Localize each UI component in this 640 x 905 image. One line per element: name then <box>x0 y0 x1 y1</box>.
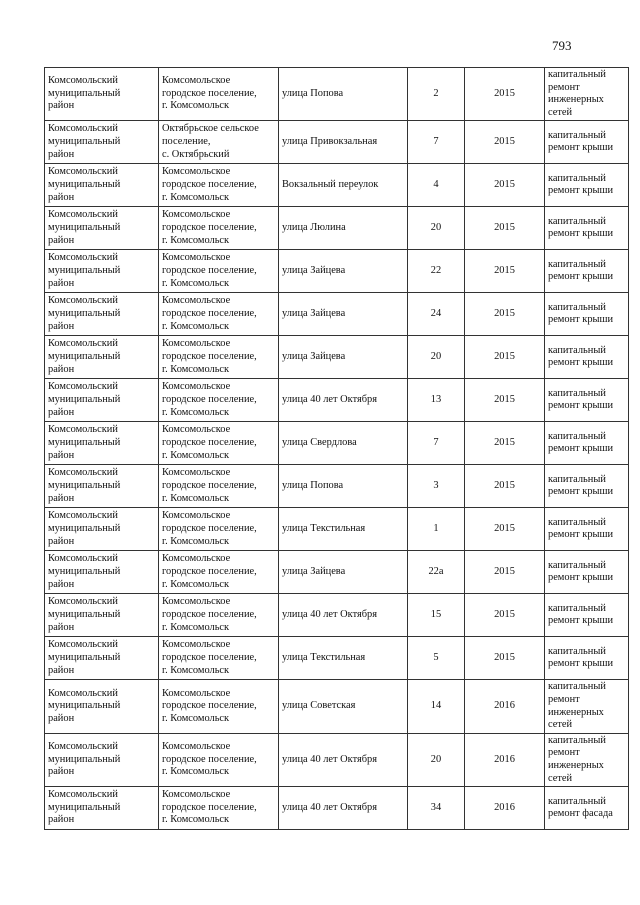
district-cell-text: Комсомольский муниципальный район <box>48 553 121 590</box>
year-cell <box>465 787 545 830</box>
house-number-cell <box>408 787 465 830</box>
street-cell <box>279 121 408 164</box>
work-type-cell-text: капитальный ремонт крыши <box>548 387 614 412</box>
district-cell <box>45 250 159 293</box>
street-cell-text: улица Привокзальная <box>282 136 378 148</box>
street-cell-text: улица Попова <box>282 87 344 99</box>
house-number-cell-text: 34 <box>430 801 442 813</box>
district-cell <box>45 336 159 379</box>
street-cell-text: улица Зайцева <box>282 351 346 363</box>
table-row <box>45 379 629 422</box>
year-cell-text: 2016 <box>494 700 515 712</box>
year-cell <box>465 594 545 637</box>
work-type-cell <box>545 680 629 733</box>
street-cell-text: улица 40 лет Октября <box>282 394 378 406</box>
work-type-cell-text: капитальный ремонт крыши <box>548 215 614 240</box>
work-type-cell <box>545 594 629 637</box>
street-cell-text: улица Советская <box>282 700 356 712</box>
street-cell <box>279 637 408 680</box>
district-cell-text: Комсомольский муниципальный район <box>48 295 121 332</box>
work-type-cell-text: капитальный ремонт крыши <box>548 430 614 455</box>
settlement-cell <box>159 508 279 551</box>
settlement-cell <box>159 379 279 422</box>
settlement-cell <box>159 787 279 830</box>
settlement-cell <box>159 336 279 379</box>
district-cell <box>45 465 159 508</box>
work-type-cell <box>545 637 629 680</box>
work-type-cell <box>545 508 629 551</box>
settlement-cell <box>159 293 279 336</box>
settlement-cell-text: Комсомольское городское поселение, г. Комсомольск <box>162 209 257 246</box>
street-cell-text: улица Попова <box>282 480 344 492</box>
house-number-cell-text: 13 <box>430 394 442 406</box>
work-type-cell-text: капитальный ремонт крыши <box>548 301 614 326</box>
repair-registry-table <box>44 67 629 830</box>
settlement-cell <box>159 733 279 786</box>
street-cell-text: улица Текстильная <box>282 523 366 535</box>
settlement-cell <box>159 594 279 637</box>
street-cell <box>279 594 408 637</box>
work-type-cell <box>545 787 629 830</box>
district-cell-text: Комсомольский муниципальный район <box>48 741 121 778</box>
district-cell <box>45 508 159 551</box>
work-type-cell-text: капитальный ремонт крыши <box>548 172 614 197</box>
work-type-cell <box>545 551 629 594</box>
year-cell <box>465 293 545 336</box>
district-cell-text: Комсомольский муниципальный район <box>48 252 121 289</box>
settlement-cell-text: Комсомольское городское поселение, г. Комсомольск <box>162 381 257 418</box>
street-cell <box>279 379 408 422</box>
settlement-cell-text: Комсомольское городское поселение, г. Комсомольск <box>162 295 257 332</box>
street-cell <box>279 551 408 594</box>
work-type-cell <box>545 422 629 465</box>
district-cell-text: Комсомольский муниципальный район <box>48 381 121 418</box>
settlement-cell-text: Комсомольское городское поселение, г. Комсомольск <box>162 467 257 504</box>
house-number-cell-text: 20 <box>430 351 442 363</box>
table-row <box>45 508 629 551</box>
settlement-cell <box>159 68 279 121</box>
house-number-cell-text: 22 <box>430 265 442 277</box>
work-type-cell-text: капитальный ремонт крыши <box>548 516 614 541</box>
street-cell <box>279 207 408 250</box>
house-number-cell-text: 7 <box>433 437 439 449</box>
work-type-cell <box>545 250 629 293</box>
year-cell <box>465 680 545 733</box>
work-type-cell <box>545 121 629 164</box>
settlement-cell-text: Комсомольское городское поселение, г. Комсомольск <box>162 596 257 633</box>
district-cell-text: Комсомольский муниципальный район <box>48 596 121 633</box>
house-number-cell <box>408 293 465 336</box>
street-cell <box>279 733 408 786</box>
district-cell-text: Комсомольский муниципальный район <box>48 424 121 461</box>
district-cell-text: Комсомольский муниципальный район <box>48 209 121 246</box>
work-type-cell <box>545 379 629 422</box>
street-cell-text: улица 40 лет Октября <box>282 609 378 621</box>
settlement-cell <box>159 551 279 594</box>
year-cell-text: 2015 <box>494 265 515 277</box>
table-row <box>45 336 629 379</box>
settlement-cell-text: Комсомольское городское поселение, г. Комсомольск <box>162 553 257 590</box>
house-number-cell <box>408 465 465 508</box>
table-row <box>45 207 629 250</box>
settlement-cell <box>159 121 279 164</box>
street-cell <box>279 465 408 508</box>
page-number: 793 <box>552 38 572 53</box>
year-cell <box>465 551 545 594</box>
year-cell <box>465 336 545 379</box>
street-cell <box>279 680 408 733</box>
year-cell <box>465 164 545 207</box>
house-number-cell-text: 20 <box>430 753 442 765</box>
settlement-cell-text: Комсомольское городское поселение, г. Комсомольск <box>162 252 257 289</box>
settlement-cell <box>159 207 279 250</box>
district-cell <box>45 733 159 786</box>
street-cell-text: улица Зайцева <box>282 265 346 277</box>
work-type-cell <box>545 336 629 379</box>
settlement-cell <box>159 422 279 465</box>
work-type-cell-text: капитальный ремонт фасада <box>548 795 613 820</box>
year-cell <box>465 637 545 680</box>
street-cell-text: улица 40 лет Октября <box>282 801 378 813</box>
year-cell-text: 2015 <box>494 136 515 148</box>
street-cell-text: улица Свердлова <box>282 437 357 449</box>
street-cell-text: улица Люлина <box>282 222 346 234</box>
work-type-cell <box>545 733 629 786</box>
table-row <box>45 637 629 680</box>
table-row <box>45 465 629 508</box>
year-cell-text: 2015 <box>494 652 515 664</box>
house-number-cell <box>408 637 465 680</box>
district-cell-text: Комсомольский муниципальный район <box>48 338 121 375</box>
district-cell <box>45 68 159 121</box>
house-number-cell <box>408 594 465 637</box>
year-cell-text: 2015 <box>494 437 515 449</box>
district-cell <box>45 551 159 594</box>
house-number-cell <box>408 680 465 733</box>
year-cell <box>465 68 545 121</box>
district-cell-text: Комсомольский муниципальный район <box>48 639 121 676</box>
year-cell <box>465 508 545 551</box>
year-cell <box>465 465 545 508</box>
street-cell <box>279 164 408 207</box>
work-type-cell-text: капитальный ремонт крыши <box>548 559 614 584</box>
table-row <box>45 250 629 293</box>
house-number-cell-text: 22а <box>428 566 444 578</box>
work-type-cell <box>545 207 629 250</box>
district-cell-text: Комсомольский муниципальный район <box>48 123 121 160</box>
house-number-cell <box>408 379 465 422</box>
work-type-cell <box>545 293 629 336</box>
house-number-cell <box>408 207 465 250</box>
year-cell <box>465 733 545 786</box>
work-type-cell <box>545 68 629 121</box>
district-cell <box>45 594 159 637</box>
district-cell <box>45 422 159 465</box>
year-cell-text: 2015 <box>494 609 515 621</box>
street-cell <box>279 508 408 551</box>
settlement-cell-text: Комсомольское городское поселение, г. Комсомольск <box>162 741 257 778</box>
settlement-cell <box>159 164 279 207</box>
district-cell-text: Комсомольский муниципальный район <box>48 467 121 504</box>
house-number-cell-text: 5 <box>433 652 439 664</box>
house-number-cell-text: 14 <box>430 700 442 712</box>
district-cell <box>45 121 159 164</box>
district-cell-text: Комсомольский муниципальный район <box>48 510 121 547</box>
house-number-cell-text: 24 <box>430 308 442 320</box>
table-body <box>45 68 629 830</box>
settlement-cell-text: Комсомольское городское поселение, г. Комсомольск <box>162 639 257 676</box>
settlement-cell-text: Комсомольское городское поселение, г. Комсомольск <box>162 424 257 461</box>
work-type-cell-text: капитальный ремонт крыши <box>548 645 614 670</box>
year-cell-text: 2015 <box>494 87 515 99</box>
work-type-cell-text: капитальный ремонт инженерных сетей <box>548 681 606 731</box>
year-cell-text: 2015 <box>494 308 515 320</box>
year-cell-text: 2016 <box>494 753 515 765</box>
table-row <box>45 594 629 637</box>
settlement-cell-text: Октябрьское сельское поселение, с. Октябрьский <box>162 123 259 160</box>
house-number-cell-text: 3 <box>433 480 439 492</box>
street-cell-text: улица Текстильная <box>282 652 366 664</box>
table-row <box>45 787 629 830</box>
year-cell <box>465 121 545 164</box>
district-cell <box>45 379 159 422</box>
house-number-cell <box>408 422 465 465</box>
settlement-cell-text: Комсомольское городское поселение, г. Комсомольск <box>162 687 257 724</box>
work-type-cell <box>545 164 629 207</box>
house-number-cell <box>408 164 465 207</box>
house-number-cell <box>408 121 465 164</box>
district-cell <box>45 207 159 250</box>
work-type-cell-text: капитальный ремонт крыши <box>548 344 614 369</box>
year-cell <box>465 207 545 250</box>
street-cell <box>279 336 408 379</box>
work-type-cell-text: капитальный ремонт инженерных сетей <box>548 69 606 118</box>
house-number-cell-text: 20 <box>430 222 442 234</box>
house-number-cell-text: 7 <box>433 136 439 148</box>
settlement-cell-text: Комсомольское городское поселение, г. Комсомольск <box>162 166 257 203</box>
year-cell-text: 2015 <box>494 179 515 191</box>
district-cell <box>45 680 159 733</box>
street-cell <box>279 250 408 293</box>
house-number-cell-text: 2 <box>433 87 439 99</box>
house-number-cell <box>408 551 465 594</box>
work-type-cell-text: капитальный ремонт крыши <box>548 602 614 627</box>
house-number-cell <box>408 733 465 786</box>
settlement-cell-text: Комсомольское городское поселение, г. Комсомольск <box>162 789 257 826</box>
district-cell-text: Комсомольский муниципальный район <box>48 789 121 826</box>
year-cell-text: 2015 <box>494 566 515 578</box>
street-cell-text: улица 40 лет Октября <box>282 753 378 765</box>
settlement-cell <box>159 465 279 508</box>
house-number-cell <box>408 508 465 551</box>
settlement-cell <box>159 250 279 293</box>
table-row <box>45 733 629 786</box>
district-cell-text: Комсомольский муниципальный район <box>48 75 121 112</box>
street-cell-text: улица Зайцева <box>282 308 346 320</box>
work-type-cell-text: капитальный ремонт крыши <box>548 258 614 283</box>
year-cell-text: 2015 <box>494 394 515 406</box>
street-cell-text: улица Зайцева <box>282 566 346 578</box>
settlement-cell-text: Комсомольское городское поселение, г. Комсомольск <box>162 510 257 547</box>
house-number-cell <box>408 336 465 379</box>
street-cell-text: Вокзальный переулок <box>282 179 379 191</box>
year-cell <box>465 250 545 293</box>
street-cell <box>279 293 408 336</box>
table-row <box>45 68 629 121</box>
year-cell-text: 2016 <box>494 801 515 813</box>
district-cell-text: Комсомольский муниципальный район <box>48 166 121 203</box>
district-cell <box>45 637 159 680</box>
year-cell-text: 2015 <box>494 480 515 492</box>
settlement-cell-text: Комсомольское городское поселение, г. Комсомольск <box>162 338 257 375</box>
district-cell-text: Комсомольский муниципальный район <box>48 687 121 724</box>
house-number-cell <box>408 68 465 121</box>
district-cell <box>45 164 159 207</box>
table-row <box>45 680 629 733</box>
street-cell <box>279 422 408 465</box>
year-cell-text: 2015 <box>494 222 515 234</box>
house-number-cell-text: 4 <box>433 179 439 191</box>
year-cell <box>465 379 545 422</box>
house-number-cell-text: 1 <box>433 523 439 535</box>
year-cell <box>465 422 545 465</box>
work-type-cell-text: капитальный ремонт крыши <box>548 473 614 498</box>
settlement-cell-text: Комсомольское городское поселение, г. Комсомольск <box>162 75 257 112</box>
table-row <box>45 293 629 336</box>
table-row <box>45 164 629 207</box>
year-cell-text: 2015 <box>494 351 515 363</box>
district-cell <box>45 787 159 830</box>
district-cell <box>45 293 159 336</box>
year-cell-text: 2015 <box>494 523 515 535</box>
settlement-cell <box>159 680 279 733</box>
table-row <box>45 422 629 465</box>
house-number-cell-text: 15 <box>430 609 442 621</box>
house-number-cell <box>408 250 465 293</box>
street-cell <box>279 787 408 830</box>
settlement-cell <box>159 637 279 680</box>
table-row <box>45 121 629 164</box>
work-type-cell-text: капитальный ремонт инженерных сетей <box>548 734 606 784</box>
work-type-cell <box>545 465 629 508</box>
table-row <box>45 551 629 594</box>
street-cell <box>279 68 408 121</box>
work-type-cell-text: капитальный ремонт крыши <box>548 129 614 154</box>
